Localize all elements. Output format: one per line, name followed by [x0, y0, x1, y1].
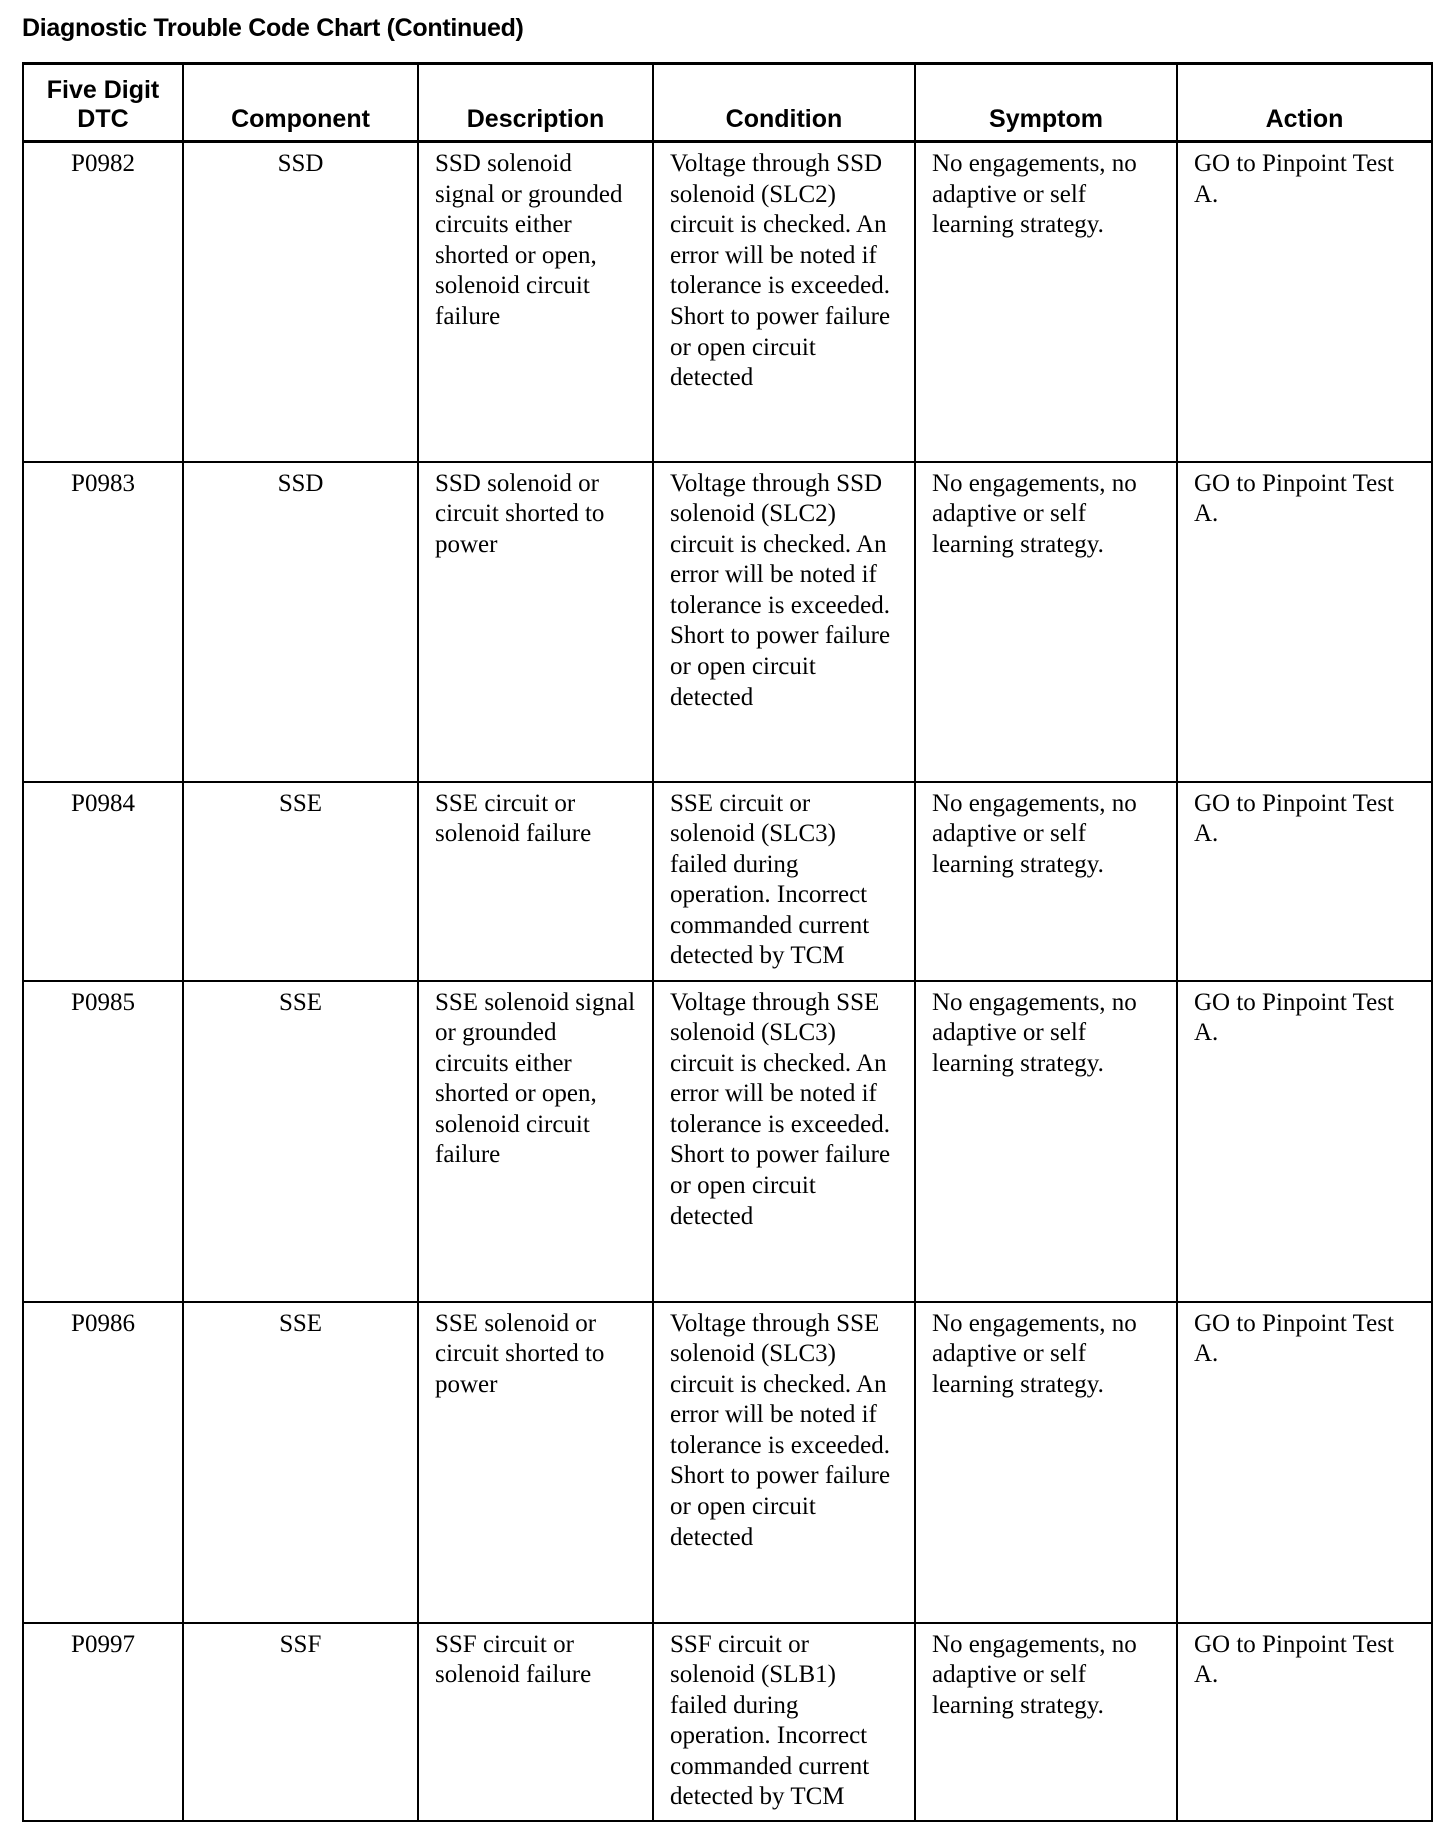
cell-action: GO to Pinpoint Test A. — [1177, 142, 1432, 462]
cell-component: SSE — [183, 782, 418, 981]
cell-dtc: P0986 — [23, 1302, 183, 1623]
cell-symptom: No engagements, no adaptive or self learning strategy. — [915, 981, 1177, 1302]
cell-component: SSF — [183, 1623, 418, 1821]
table-row — [23, 981, 1432, 1302]
table-row — [23, 1623, 1432, 1821]
cell-dtc: P0997 — [23, 1623, 183, 1821]
cell-condition: Voltage through SSE solenoid (SLC3) circuit is checked. An error will be noted if tolerance is exceeded. Short to power failure or open circuit detected — [653, 1302, 915, 1623]
page-title: Diagnostic Trouble Code Chart (Continued) — [22, 14, 524, 42]
cell-symptom: No engagements, no adaptive or self learning strategy. — [915, 1302, 1177, 1623]
header-dtc: Five Digit DTC — [23, 64, 183, 142]
cell-component: SSD — [183, 462, 418, 782]
cell-condition: SSE circuit or solenoid (SLC3) failed during operation. Incorrect commanded current detected by TCM — [653, 782, 915, 981]
dtc-table — [22, 62, 1433, 1822]
header-action: Action — [1177, 64, 1432, 142]
cell-action: GO to Pinpoint Test A. — [1177, 462, 1432, 782]
cell-dtc: P0983 — [23, 462, 183, 782]
table-row — [23, 142, 1432, 462]
cell-description: SSE solenoid or circuit shorted to power — [418, 1302, 653, 1623]
cell-description: SSE circuit or solenoid failure — [418, 782, 653, 981]
cell-action: GO to Pinpoint Test A. — [1177, 782, 1432, 981]
table-row — [23, 462, 1432, 782]
cell-description: SSD solenoid or circuit shorted to power — [418, 462, 653, 782]
cell-symptom: No engagements, no adaptive or self learning strategy. — [915, 462, 1177, 782]
table-header-row — [23, 64, 1432, 142]
cell-dtc: P0984 — [23, 782, 183, 981]
header-condition: Condition — [653, 64, 915, 142]
cell-dtc: P0982 — [23, 142, 183, 462]
cell-component: SSD — [183, 142, 418, 462]
cell-symptom: No engagements, no adaptive or self learning strategy. — [915, 782, 1177, 981]
cell-description: SSF circuit or solenoid failure — [418, 1623, 653, 1821]
header-symptom: Symptom — [915, 64, 1177, 142]
cell-condition: Voltage through SSD solenoid (SLC2) circuit is checked. An error will be noted if tolerance is exceeded. Short to power failure or open circuit detected — [653, 142, 915, 462]
cell-symptom: No engagements, no adaptive or self learning strategy. — [915, 142, 1177, 462]
table-row — [23, 1302, 1432, 1623]
cell-condition: SSF circuit or solenoid (SLB1) failed during operation. Incorrect commanded current detected by TCM — [653, 1623, 915, 1821]
header-component: Component — [183, 64, 418, 142]
cell-dtc: P0985 — [23, 981, 183, 1302]
cell-condition: Voltage through SSD solenoid (SLC2) circuit is checked. An error will be noted if tolerance is exceeded. Short to power failure or open circuit detected — [653, 462, 915, 782]
cell-description: SSD solenoid signal or grounded circuits either shorted or open, solenoid circuit failure — [418, 142, 653, 462]
cell-component: SSE — [183, 1302, 418, 1623]
table-row — [23, 782, 1432, 981]
cell-action: GO to Pinpoint Test A. — [1177, 1302, 1432, 1623]
cell-action: GO to Pinpoint Test A. — [1177, 981, 1432, 1302]
header-description: Description — [418, 64, 653, 142]
cell-component: SSE — [183, 981, 418, 1302]
cell-description: SSE solenoid signal or grounded circuits either shorted or open, solenoid circuit failure — [418, 981, 653, 1302]
cell-condition: Voltage through SSE solenoid (SLC3) circuit is checked. An error will be noted if tolerance is exceeded. Short to power failure or open circuit detected — [653, 981, 915, 1302]
cell-action: GO to Pinpoint Test A. — [1177, 1623, 1432, 1821]
cell-symptom: No engagements, no adaptive or self learning strategy. — [915, 1623, 1177, 1821]
